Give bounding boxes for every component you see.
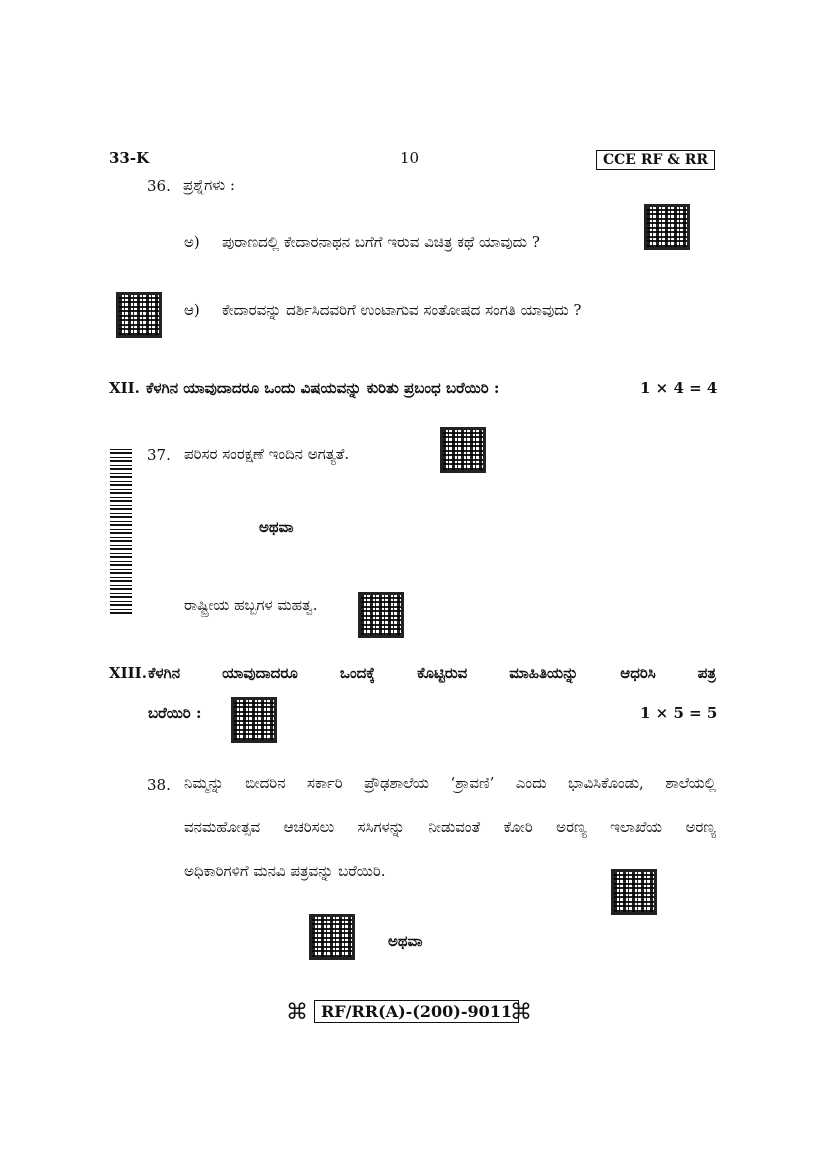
qr-code xyxy=(116,292,162,338)
qr-code xyxy=(309,914,355,960)
section-marks: 1 × 5 = 5 xyxy=(640,704,718,722)
essay-topic-2: ರಾಷ್ಟ್ರೀಯ ಹಬ್ಬಗಳ ಮಹತ್ವ. xyxy=(184,596,318,614)
page-number: 10 xyxy=(400,149,420,167)
paper-code: 33-K xyxy=(109,149,150,167)
sub-question-a: ಪುರಾಣದಲ್ಲಿ ಕೇದಾರನಾಥನ ಬಗೆಗೆ ಇರುವ ವಿಚಿತ್ರ ಕಥೆ ಯಾವುದು ? xyxy=(222,233,540,251)
section-numeral: XII. xyxy=(109,379,140,397)
footer-code: RF/RR(A)-(200)-9011 xyxy=(314,1000,519,1023)
question-number: 38. xyxy=(147,776,171,794)
section-instruction: ಕೆಳಗಿನ ಯಾವುದಾದರೂ ಒಂದು ವಿಷಯವನ್ನು ಕುರಿತು ಪ್ರಬಂಧ ಬರೆಯಿರಿ : xyxy=(146,379,500,397)
essay-topic-1: ಪರಿಸರ ಸಂರಕ್ಷಣೆ ಇಂದಿನ ಅಗತ್ಯತೆ. xyxy=(184,445,350,463)
sub-question-marker: ಅ) xyxy=(184,233,200,251)
footer-symbol: ⌘ xyxy=(286,1000,308,1025)
qr-code xyxy=(611,869,657,915)
or-label: ಅಥವಾ xyxy=(388,932,423,950)
section-numeral: XIII. xyxy=(109,664,147,682)
exam-tag: CCE RF & RR xyxy=(596,150,715,170)
footer-symbol: ⌘ xyxy=(510,1000,532,1025)
letter-prompt-line: ವನಮಹೋತ್ಸವ ಆಚರಿಸಲು ಸಸಿಗಳನ್ನು ನೀಡುವಂತೆ ಕೋರಿ ಅರಣ್ಯ ಇಲಾಖೆಯ ಅರಣ್ಯ xyxy=(184,818,716,836)
qr-code xyxy=(358,592,404,638)
question-number: 37. xyxy=(147,446,171,464)
qr-code xyxy=(644,204,690,250)
sub-question-b: ಕೇದಾರವನ್ನು ದರ್ಶಿಸಿದವರಿಗೆ ಉಂಟಾಗುವ ಸಂತೋಷದ ಸಂಗತಿ ಯಾವುದು ? xyxy=(222,301,582,319)
questions-label: ಪ್ರಶ್ನೆಗಳು : xyxy=(183,176,235,194)
or-label: ಅಥವಾ xyxy=(259,518,294,536)
section-marks: 1 × 4 = 4 xyxy=(640,379,718,397)
question-number: 36. xyxy=(147,177,171,195)
sub-question-marker: ಆ) xyxy=(184,301,200,319)
section-instruction: ಕೆಳಗಿನ ಯಾವುದಾದರೂ ಒಂದಕ್ಕೆ ಕೊಟ್ಟಿರುವ ಮಾಹಿತಿಯನ್ನು ಆಧರಿಸಿ ಪತ್ರ xyxy=(148,664,716,682)
section-instruction-cont: ಬರೆಯಿರಿ : xyxy=(148,704,202,722)
barcode xyxy=(110,446,132,614)
qr-code xyxy=(231,697,277,743)
letter-prompt-line: ನಿಮ್ಮನ್ನು ಬೀದರಿನ ಸರ್ಕಾರಿ ಪ್ರೌಢಶಾಲೆಯ ‘ಶ್ರಾವಣಿ’ ಎಂದು ಭಾವಿಸಿಕೊಂಡು, ಶಾಲೆಯಲ್ಲಿ xyxy=(184,774,716,792)
letter-prompt-line: ಅಧಿಕಾರಿಗಳಿಗೆ ಮನವಿ ಪತ್ರವನ್ನು ಬರೆಯಿರಿ. xyxy=(184,862,386,880)
qr-code xyxy=(440,427,486,473)
